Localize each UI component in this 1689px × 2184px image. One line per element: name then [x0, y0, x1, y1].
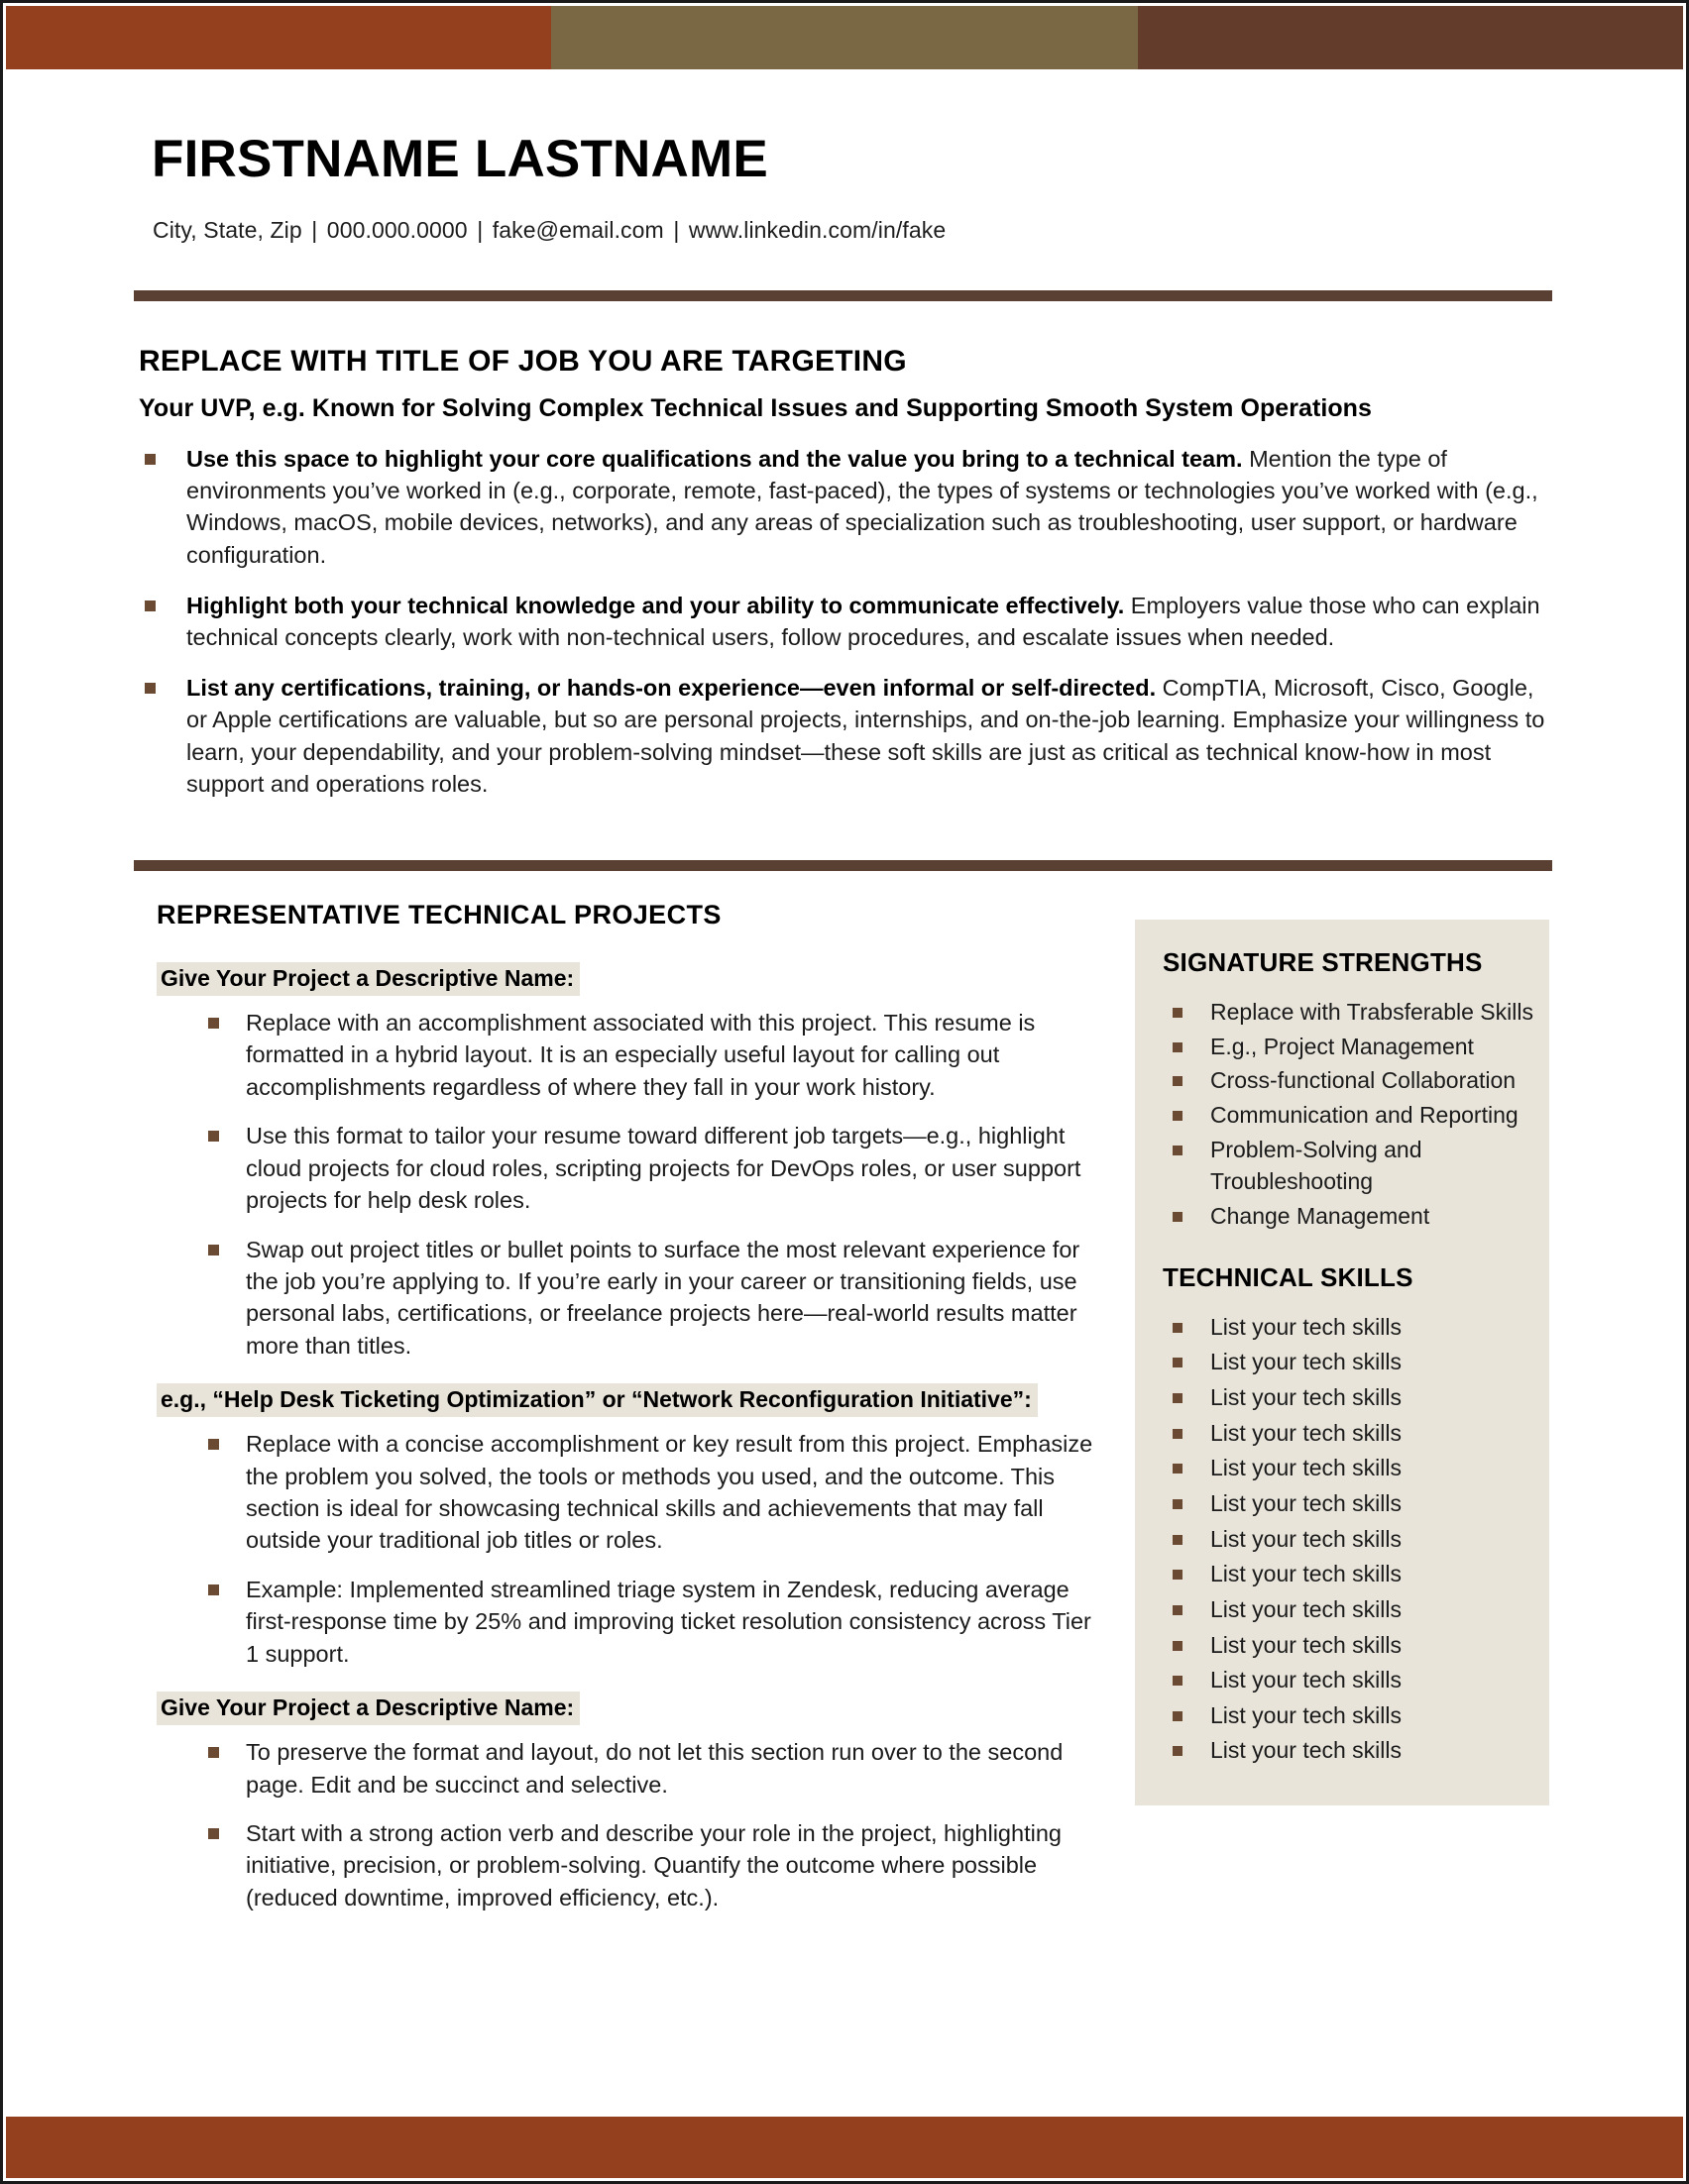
- color-band-rust: [6, 6, 551, 69]
- project-bullet: To preserve the format and layout, do not let this section run over to the second page. Edit and be succinct and selective.: [202, 1736, 1108, 1801]
- header-color-bands: [6, 6, 1683, 69]
- signature-strength-item: Replace with Trabsferable Skills: [1149, 996, 1535, 1029]
- technical-skill-item: List your tech skills: [1149, 1664, 1535, 1696]
- signature-strength-item: Change Management: [1149, 1200, 1535, 1233]
- project-block: [157, 1692, 1108, 1913]
- contact-line: [153, 217, 1552, 244]
- contact-separator-1: |: [311, 216, 318, 243]
- value-proposition: Your UVP, e.g. Known for Solving Complex Technical Issues and Supporting Smooth System Operations: [139, 394, 1372, 422]
- color-band-olive: [551, 6, 1138, 69]
- project-bullet-list: [157, 1736, 1108, 1913]
- contact-linkedin[interactable]: www.linkedin.com/in/fake: [688, 216, 947, 243]
- summary-bullet: [139, 590, 1547, 653]
- signature-strengths-list: [1149, 996, 1535, 1233]
- signature-strengths-heading: SIGNATURE STRENGTHS: [1163, 947, 1483, 977]
- projects-container: [157, 962, 1108, 1913]
- contact-separator-2: |: [477, 216, 484, 243]
- project-bullet: Replace with a concise accomplishment or key result from this project. Emphasize the problem you solved, the tools or methods you used, and the outcome. This section is ideal for showcasing technical skills and achievements that may fall outside your traditional job titles or roles.: [202, 1428, 1108, 1557]
- technical-skill-item: List your tech skills: [1149, 1699, 1535, 1732]
- project-name: Give Your Project a Descriptive Name:: [157, 1692, 580, 1725]
- technical-skills-heading: TECHNICAL SKILLS: [1163, 1261, 1413, 1292]
- technical-skill-item: List your tech skills: [1149, 1417, 1535, 1450]
- summary-bullet-body: Employers value those who can explain technical concepts clearly, work with non-technical users, follow procedures, and escalate issues when needed.: [186, 592, 1540, 650]
- contact-phone: 000.000.0000: [326, 216, 468, 243]
- contact-location: City, State, Zip: [153, 216, 302, 243]
- project-block: [157, 1383, 1108, 1670]
- signature-strength-item: Cross-functional Collaboration: [1149, 1064, 1535, 1097]
- skills-sidebar: [1135, 920, 1549, 1805]
- technical-skill-item: List your tech skills: [1149, 1629, 1535, 1662]
- project-bullet-list: [157, 1428, 1108, 1670]
- technical-skill-item: List your tech skills: [1149, 1311, 1535, 1344]
- projects-section-heading: REPRESENTATIVE TECHNICAL PROJECTS: [157, 900, 722, 929]
- summary-bullet: [139, 443, 1547, 571]
- candidate-name: FIRSTNAME LASTNAME: [152, 130, 768, 188]
- target-job-title: REPLACE WITH TITLE OF JOB YOU ARE TARGETING: [139, 345, 907, 378]
- project-bullet: Start with a strong action verb and describe your role in the project, highlighting initiative, precision, or problem-solving. Quantify the outcome where possible (reduced downtime, improved efficiency, etc.).: [202, 1817, 1108, 1913]
- summary-bullet-list: [139, 443, 1547, 800]
- color-band-dark-brown: [1138, 6, 1683, 69]
- summary-bullet-lead: Highlight both your technical knowledge and your ability to communicate effectively.: [186, 592, 1125, 618]
- divider-rule-middle: [134, 860, 1552, 871]
- footer-color-band: [6, 2117, 1683, 2178]
- technical-skill-item: List your tech skills: [1149, 1346, 1535, 1378]
- summary-bullet-lead: Use this space to highlight your core qualifications and the value you bring to a technical team.: [186, 446, 1243, 472]
- summary-bullet-body: Mention the type of environments you’ve worked in (e.g., corporate, remote, fast-paced), the types of systems or technologies you’ve worked with (e.g., Windows, macOS, mobile devices, networks), and any areas of specialization such as troubleshooting, user support, or hardware configuration.: [186, 446, 1538, 568]
- summary-bullet-lead: List any certifications, training, or hands-on experience—even informal or self-directed.: [186, 675, 1157, 702]
- technical-skill-item: List your tech skills: [1149, 1381, 1535, 1414]
- contact-separator-3: |: [673, 216, 680, 243]
- target-summary-block: [139, 345, 1547, 819]
- signature-strength-item: Problem-Solving and Troubleshooting: [1149, 1134, 1535, 1198]
- project-bullet: Replace with an accomplishment associated with this project. This resume is formatted in a hybrid layout. It is an especially useful layout for calling out accomplishments regardless of where they fall in your work history.: [202, 1007, 1108, 1103]
- projects-column: [157, 900, 1108, 1935]
- signature-strength-item: Communication and Reporting: [1149, 1099, 1535, 1132]
- technical-skill-item: List your tech skills: [1149, 1523, 1535, 1556]
- resume-header: [150, 132, 1552, 244]
- project-bullet: Swap out project titles or bullet points to surface the most relevant experience for the job you’re applying to. If you’re early in your career or transitioning fields, use personal labs, certifications, or freelance projects here—real-world results matter more than titles.: [202, 1234, 1108, 1363]
- technical-skills-list: [1149, 1311, 1535, 1768]
- contact-email[interactable]: fake@email.com: [492, 216, 664, 243]
- project-name: Give Your Project a Descriptive Name:: [157, 962, 580, 996]
- technical-skill-item: List your tech skills: [1149, 1487, 1535, 1520]
- technical-skill-item: List your tech skills: [1149, 1558, 1535, 1590]
- project-name: e.g., “Help Desk Ticketing Optimization” or “Network Reconfiguration Initiative”:: [157, 1383, 1038, 1417]
- divider-rule-top: [134, 290, 1552, 301]
- project-block: [157, 962, 1108, 1362]
- summary-bullet: [139, 672, 1547, 800]
- signature-strength-item: E.g., Project Management: [1149, 1031, 1535, 1063]
- project-bullet: Example: Implemented streamlined triage system in Zendesk, reducing average first-response time by 25% and improving ticket resolution consistency across Tier 1 support.: [202, 1574, 1108, 1670]
- technical-skill-item: List your tech skills: [1149, 1593, 1535, 1626]
- technical-skill-item: List your tech skills: [1149, 1734, 1535, 1767]
- technical-skill-item: List your tech skills: [1149, 1452, 1535, 1484]
- project-bullet: Use this format to tailor your resume toward different job targets—e.g., highlight cloud projects for cloud roles, scripting projects for DevOps roles, or user support projects for help desk roles.: [202, 1120, 1108, 1216]
- summary-bullet-body: CompTIA, Microsoft, Cisco, Google, or Apple certifications are valuable, but so are personal projects, internships, and on-the-job learning. Emphasize your willingness to learn, your dependability, and your problem-solving mindset—these soft skills are just as critical as technical know-how in most support and operations roles.: [186, 675, 1545, 797]
- project-bullet-list: [157, 1007, 1108, 1362]
